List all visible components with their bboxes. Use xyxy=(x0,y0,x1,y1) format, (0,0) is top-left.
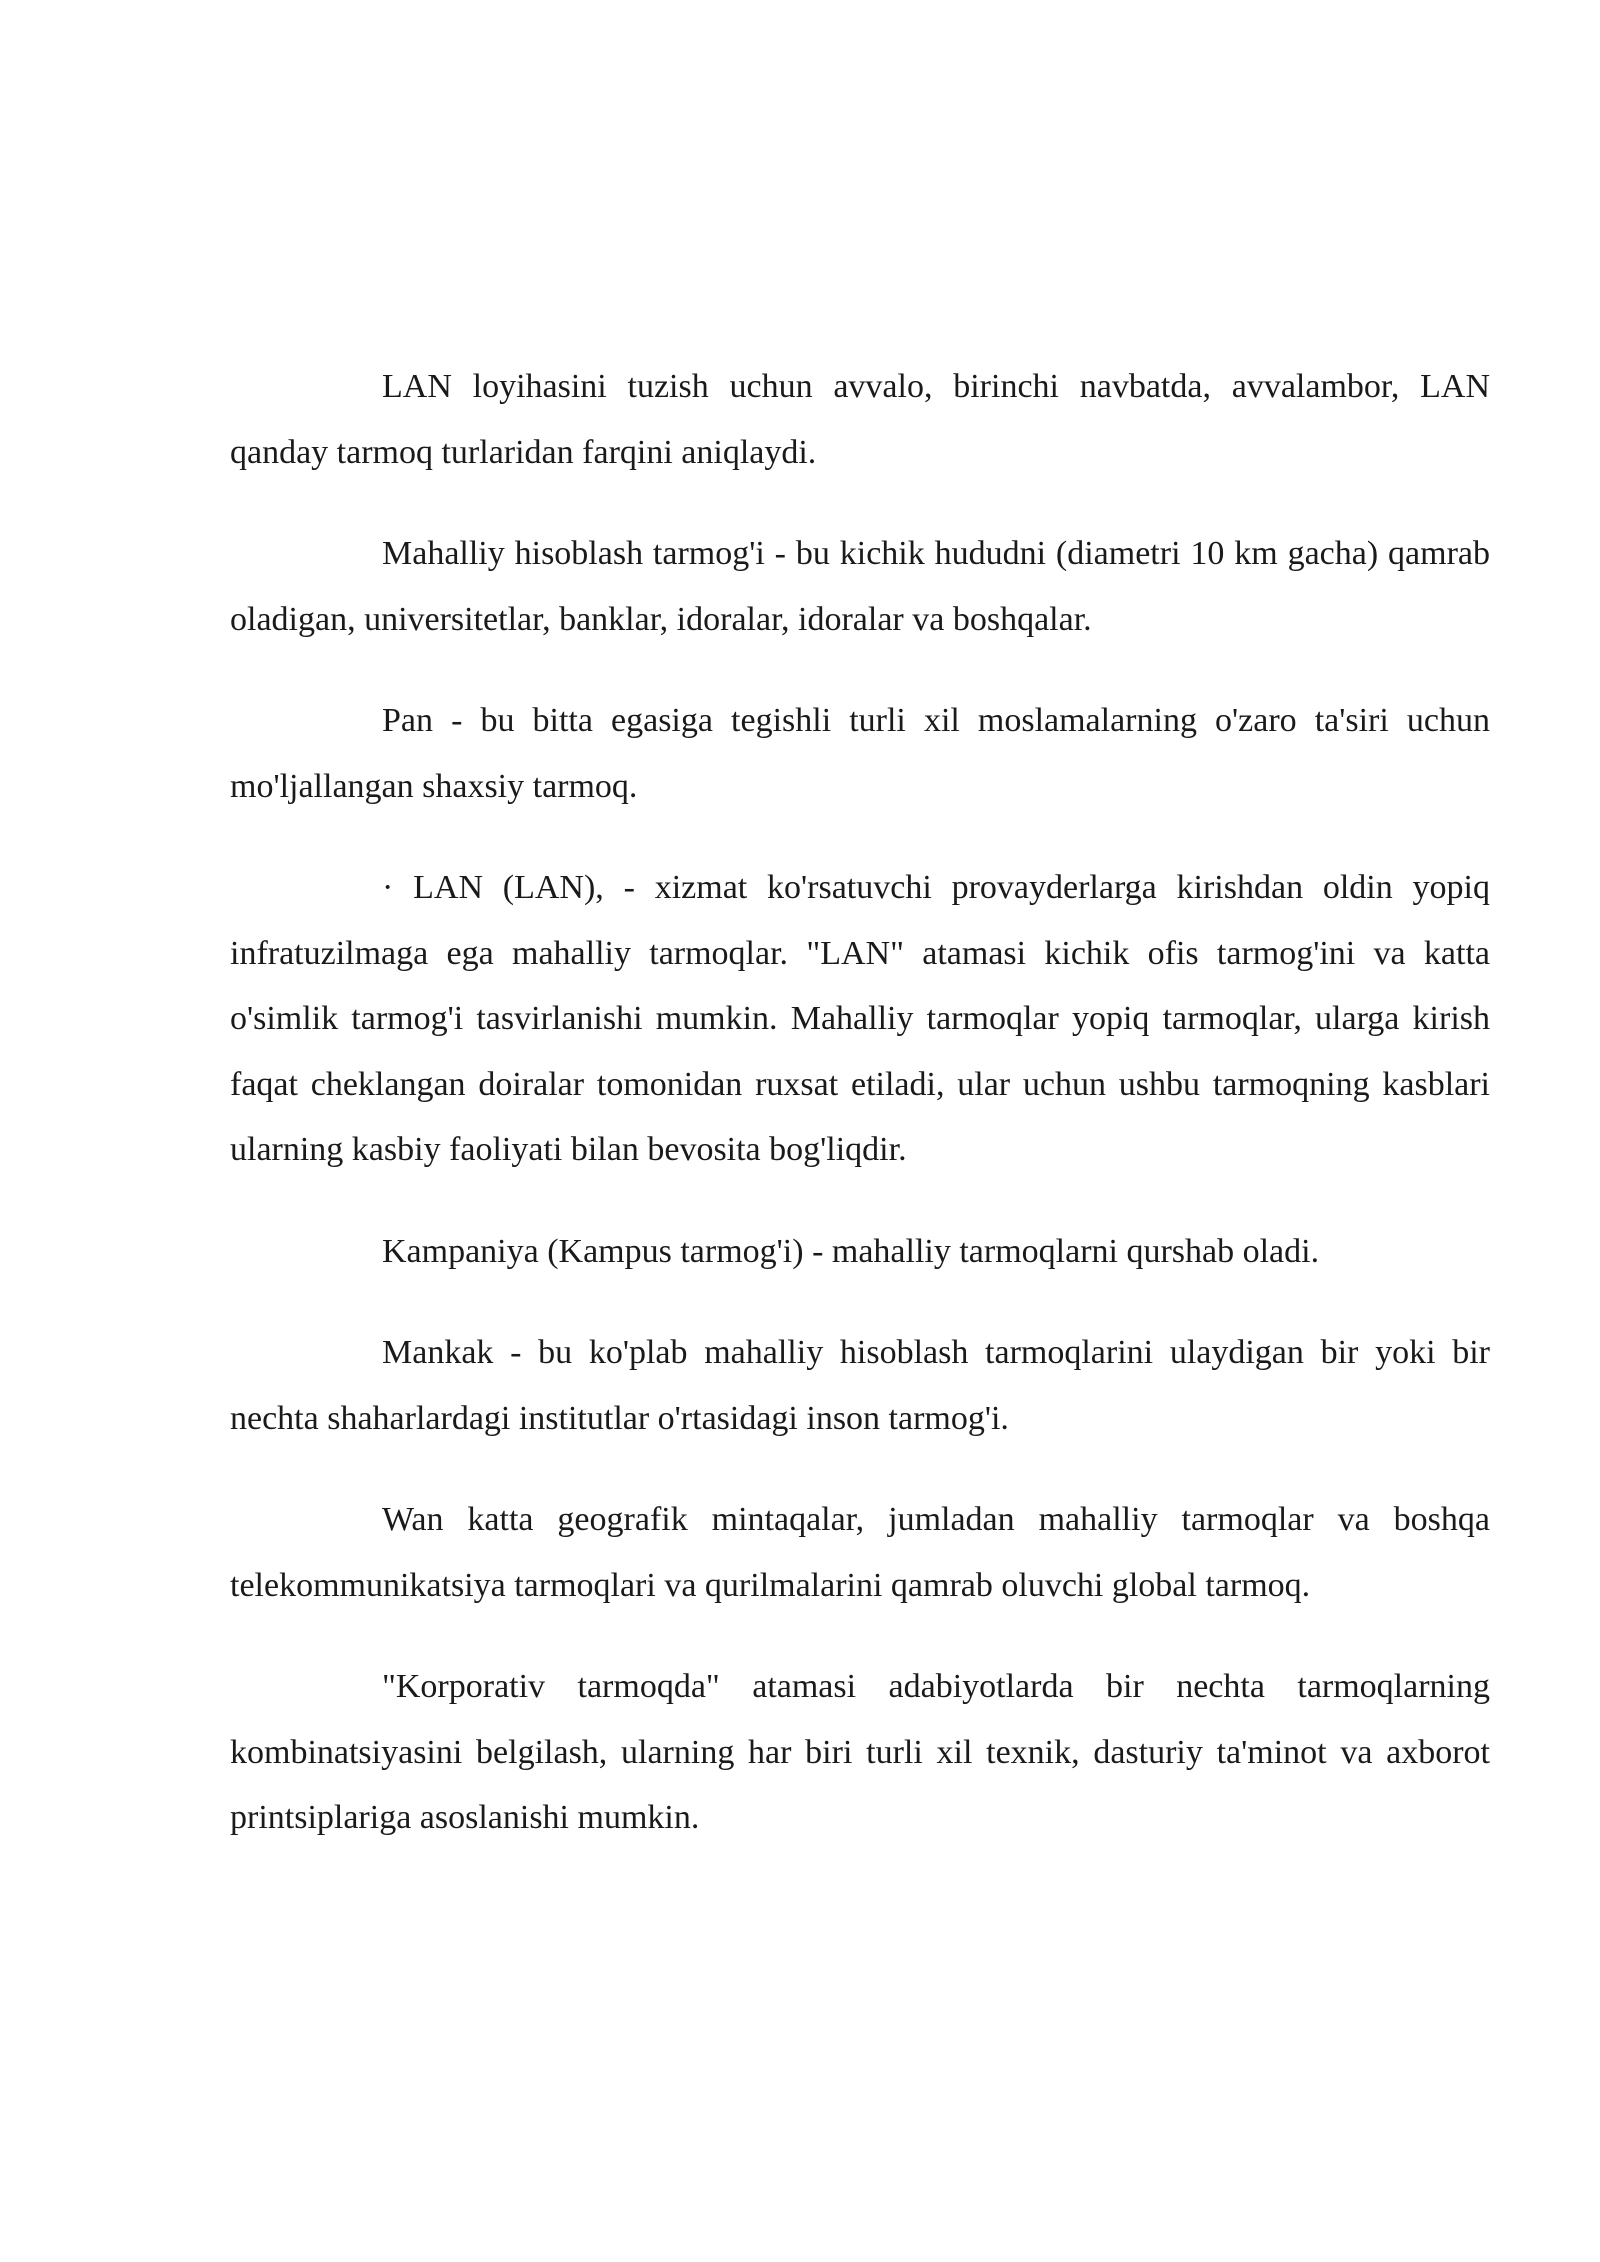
document-body xyxy=(230,354,1490,1887)
paragraph-wan: Wan katta geografik mintaqalar, jumladan mahalliy tarmoqlar va boshqa telekommunikatsiya tarmoqlari va qurilmalarini qamrab oluvchi global tarmoq. xyxy=(230,1501,1490,1604)
paragraph-man: Mankak - bu ko'plab mahalliy hisoblash tarmoqlarini ulaydigan bir yoki bir nechta shaharlardagi institutlar o'rtasidagi inson tarmog'i. xyxy=(230,1334,1490,1437)
paragraph-pan: Pan - bu bitta egasiga tegishli turli xil moslamalarning o'zaro ta'siri uchun mo'ljallangan shaxsiy tarmoq. xyxy=(230,702,1490,805)
paragraph-local-network: Mahalliy hisoblash tarmog'i - bu kichik hududni (diametri 10 km gacha) qamrab oladigan, universitetlar, banklar, idoralar, idoralar va boshqalar. xyxy=(230,535,1490,638)
paragraph-corporate-network: "Korporativ tarmoqda" atamasi adabiyotlarda bir nechta tarmoqlarning kombinatsiyasini belgilash, ularning har biri turli xil texnik, dasturiy ta'minot va axborot printsiplariga asoslanishi mumkin. xyxy=(230,1668,1490,1836)
paragraph-lan-project: LAN loyihasini tuzish uchun avvalo, birinchi navbatda, avvalambor, LAN qanday tarmoq turlaridan farqini aniqlaydi. xyxy=(230,368,1490,471)
paragraph-lan-definition: · LAN (LAN), - xizmat ko'rsatuvchi provayderlarga kirishdan oldin yopiq infratuzilmaga ega mahalliy tarmoqlar. "LAN" atamasi kichik ofis tarmog'ini va katta o'simlik tarmog'i tasvirlanishi mumkin. Mahalliy tarmoqlar yopiq tarmoqlar, ularga kirish faqat cheklangan doiralar tomonidan ruxsat etiladi, ular uchun ushbu tarmoqning kasblari ularning kasbiy faoliyati bilan bevosita bog'liqdir. xyxy=(230,869,1490,1168)
paragraph-campus-network: Kampaniya (Kampus tarmog'i) - mahalliy tarmoqlarni qurshab oladi. xyxy=(382,1232,1320,1270)
